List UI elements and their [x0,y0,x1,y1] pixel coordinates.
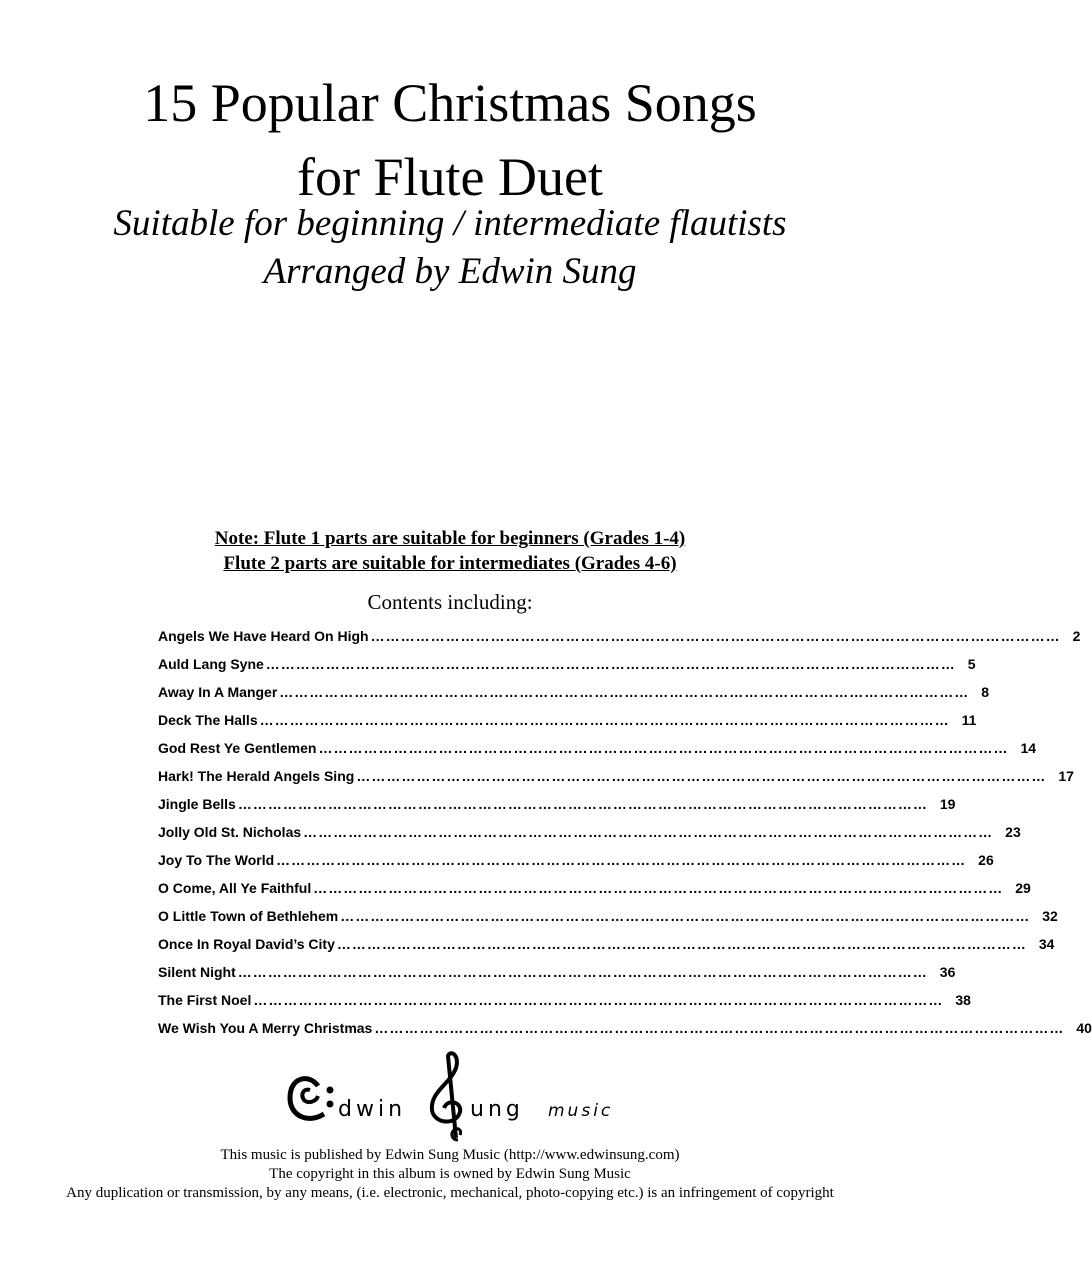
toc-item-page: 36 [939,964,956,980]
toc-item: Hark! The Herald Angels Sing ………………………………………………………………………………………………………………………… 17 [158,764,750,792]
toc-item-page: 19 [939,796,956,812]
toc-item-page: 11 [961,712,977,728]
toc-item: Jolly Old St. Nicholas ………………………………………………………………………………………………………………………… 23 [158,820,750,848]
toc-item: Deck The Halls ………………………………………………………………………………………………………………………… 11 [158,708,750,736]
toc-item: We Wish You A Merry Christmas ………………………………………………………………………………………………………………………… 40 [158,1016,750,1044]
toc-item-title: Jingle Bells [158,796,236,812]
toc-item-page: 40 [1076,1020,1092,1036]
toc-item-title: The First Noel [158,992,252,1008]
bass-clef-icon [290,1079,334,1119]
toc-item: O Little Town of Bethlehem ………………………………………………………………………………………………………………………… 32 [158,904,750,932]
logo-word-music: music [548,1101,614,1121]
toc-item-page: 34 [1038,936,1055,952]
logo-word-edwin: dwin [338,1097,407,1122]
toc-item-page: 8 [981,684,990,700]
footer-copyright-line: The copyright in this album is owned by Edwin Sung Music [269,1166,631,1182]
toc-item-title: O Come, All Ye Faithful [158,880,312,896]
toc-item-title: Deck The Halls [158,712,258,728]
contents-heading: Contents including: [367,590,533,614]
table-of-contents [158,624,1092,1044]
toc-item: Once In Royal David’s City ………………………………………………………………………………………………………………………… 34 [158,932,750,960]
toc-item: Away In A Manger ………………………………………………………………………………………………………………………… 8 [158,680,750,708]
toc-item-title: Joy To The World [158,852,275,868]
toc-item-title: Away In A Manger [158,684,278,700]
toc-item-page: 38 [955,992,971,1008]
toc-item: Joy To The World ………………………………………………………………………………………………………………………… 26 [158,848,750,876]
toc-item-page: 17 [1058,768,1074,784]
toc-item-title: Angels We Have Heard On High [158,628,369,644]
toc-item-title: Auld Lang Syne [158,656,264,672]
toc-item-title: We Wish You A Merry Christmas [158,1020,373,1036]
toc-item: Jingle Bells ………………………………………………………………………………………………………………………… 19 [158,792,750,820]
footer-infringement-line: Any duplication or transmission, by any means, (i.e. electronic, mechanical, photo-copying etc.) is an infringement of copyright [66,1185,834,1201]
toc-item-page: 32 [1042,908,1058,924]
logo-word-sung: ung [470,1097,524,1122]
subtitle-line-1: Suitable for beginning / intermediate flautists [113,203,787,244]
toc-item: The First Noel ………………………………………………………………………………………………………………………… 38 [158,988,750,1016]
toc-item-page: 23 [1005,824,1021,840]
toc-item-title: Hark! The Herald Angels Sing [158,768,355,784]
toc-item-title: Jolly Old St. Nicholas [158,824,302,840]
toc-item-page: 26 [978,852,994,868]
toc-item-title: Silent Night [158,964,236,980]
note-line-2: Flute 2 parts are suitable for intermediates (Grades 4-6) [223,553,677,574]
title-line-1: 15 Popular Christmas Songs [143,73,757,133]
footer-publisher-line: This music is published by Edwin Sung Music (http://www.edwinsung.com) [220,1147,680,1163]
toc-item: Silent Night ………………………………………………………………………………………………………………………… 36 [158,960,750,988]
treble-clef-icon [432,1053,461,1140]
toc-item-title: Once In Royal David’s City [158,936,335,952]
toc-item: God Rest Ye Gentlemen ………………………………………………………………………………………………………………………… 14 [158,736,750,764]
title-line-2: for Flute Duet [297,147,603,207]
toc-item-title: God Rest Ye Gentlemen [158,740,317,756]
toc-item: Angels We Have Heard On High ………………………………………………………………………………………………………………………… 2 [158,624,750,652]
subtitle-line-2: Arranged by Edwin Sung [263,251,637,292]
toc-item-page: 14 [1020,740,1037,756]
note-line-1: Note: Flute 1 parts are suitable for beginners (Grades 1-4) [214,528,686,549]
toc-item-title: O Little Town of Bethlehem [158,908,339,924]
toc-item: O Come, All Ye Faithful ………………………………………………………………………………………………………………………… 29 [158,876,750,904]
toc-item: Auld Lang Syne ………………………………………………………………………………………………………………………… 5 [158,652,750,680]
toc-item-page: 5 [967,656,976,672]
toc-item-page: 29 [1015,880,1031,896]
edwin-sung-music-logo [280,1050,640,1145]
toc-item-page: 2 [1072,628,1081,644]
